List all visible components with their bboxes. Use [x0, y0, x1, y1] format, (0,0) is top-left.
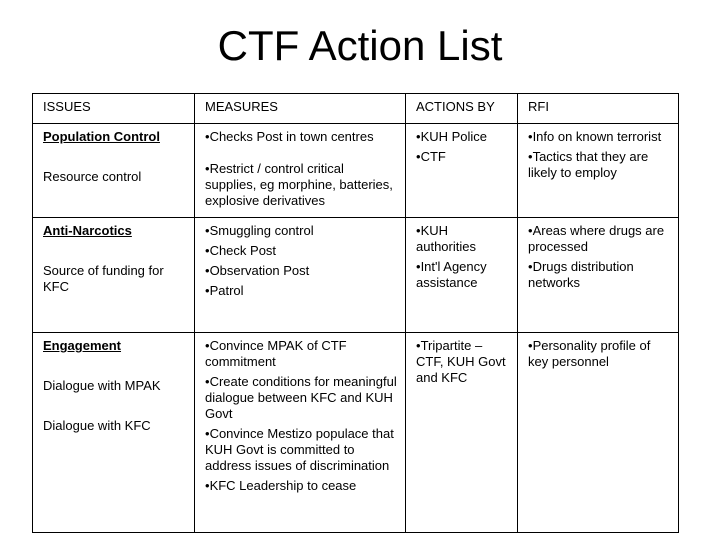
issue-sub: Source of funding for KFC — [43, 263, 164, 294]
issue-sub: Dialogue with MPAK — [43, 378, 161, 393]
table-row — [33, 124, 679, 218]
table-row — [33, 218, 679, 333]
measures-cell — [195, 218, 406, 333]
header-actions-by: ACTIONS BY — [406, 94, 518, 124]
measure-item: • Convince Mestizo populace that KUH Govt is committed to address issues of discrimination — [205, 426, 397, 474]
actions-cell — [406, 333, 518, 533]
header-issues: ISSUES — [33, 94, 195, 124]
measure-item: • Checks Post in town centres — [205, 129, 397, 145]
issue-cell — [33, 124, 195, 218]
rfi-item: • Info on known terrorist — [528, 129, 670, 145]
issue-cell — [33, 218, 195, 333]
action-item: • CTF — [416, 149, 509, 165]
table-row — [33, 333, 679, 533]
measure-item: • KFC Leadership to cease — [205, 478, 397, 494]
rfi-cell — [518, 124, 679, 218]
measure-item: • Smuggling control — [205, 223, 397, 239]
action-item: • Tripartite – CTF, KUH Govt and KFC — [416, 338, 509, 386]
action-item: • KUH authorities — [416, 223, 509, 255]
issue-sub: Resource control — [43, 169, 142, 184]
rfi-item: • Tactics that they are likely to employ — [528, 149, 670, 181]
measures-cell — [195, 333, 406, 533]
rfi-item: • Areas where drugs are processed — [528, 223, 670, 255]
measure-item: • Patrol — [205, 283, 397, 299]
issue-sub: Dialogue with KFC — [43, 418, 151, 433]
measure-item: • Create conditions for meaningful dialogue between KFC and KUH Govt — [205, 374, 397, 422]
measure-item: • Restrict / control critical supplies, eg morphine, batteries, explosive derivatives — [205, 161, 397, 209]
rfi-item: • Drugs distribution networks — [528, 259, 670, 291]
action-item: • KUH Police — [416, 129, 509, 145]
rfi-cell — [518, 333, 679, 533]
rfi-item: • Personality profile of key personnel — [528, 338, 670, 370]
rfi-cell — [518, 218, 679, 333]
table-header-row — [33, 94, 679, 124]
actions-cell — [406, 218, 518, 333]
measure-item: • Observation Post — [205, 263, 397, 279]
issue-cell — [33, 333, 195, 533]
issue-main: Anti-Narcotics — [43, 223, 132, 238]
action-table — [32, 93, 679, 533]
page-title: CTF Action List — [217, 22, 503, 69]
issue-main: Population Control — [43, 129, 160, 144]
measure-item: • Check Post — [205, 243, 397, 259]
header-rfi: RFI — [518, 94, 679, 124]
action-item: • Int'l Agency assistance — [416, 259, 509, 291]
header-measures: MEASURES — [195, 94, 406, 124]
issue-main: Engagement — [43, 338, 122, 353]
actions-cell — [406, 124, 518, 218]
measure-item: • Convince MPAK of CTF commitment — [205, 338, 397, 370]
measures-cell — [195, 124, 406, 218]
